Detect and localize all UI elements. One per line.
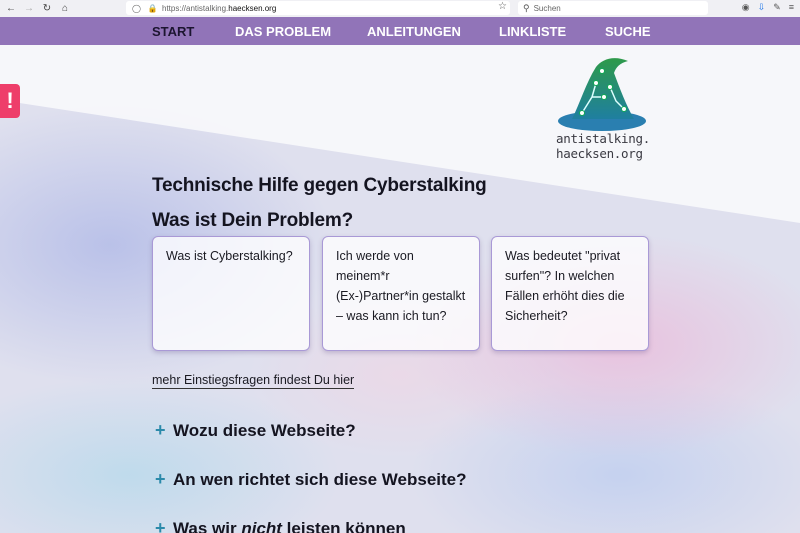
browser-toolbar xyxy=(0,0,800,17)
menu-icon[interactable]: ≡ xyxy=(788,2,794,12)
back-icon[interactable]: ← xyxy=(6,3,16,14)
extensions-icon[interactable]: ✎ xyxy=(773,2,781,12)
site-logo[interactable] xyxy=(552,53,652,165)
pocket-icon[interactable]: ◉ xyxy=(741,2,750,12)
url-text: https://antistalking.haecksen.org xyxy=(162,3,277,13)
nav-anleitungen[interactable]: ANLEITUNGEN xyxy=(367,24,461,39)
download-icon[interactable]: ⇩ xyxy=(757,2,766,12)
nav-start[interactable]: START xyxy=(152,24,195,39)
logo-text-line2: haecksen.org xyxy=(556,146,643,161)
question-card-partner[interactable]: Ich werde von meinem*r (Ex-)Partner*in gestalkt – was kann ich tun? xyxy=(322,236,480,351)
question-card-cyberstalking[interactable]: Was ist Cyberstalking? xyxy=(152,236,310,351)
alert-icon[interactable]: ! xyxy=(0,84,20,118)
site-navigation xyxy=(0,17,800,45)
wizard-hat-icon xyxy=(552,53,652,133)
search-placeholder: Suchen xyxy=(533,3,561,13)
faq-label: Was wir nicht leisten können xyxy=(173,518,406,533)
shield-icon[interactable]: ◯ xyxy=(132,3,141,13)
nav-das-problem[interactable]: DAS PROBLEM xyxy=(235,24,332,39)
faq-label: An wen richtet sich diese Webseite? xyxy=(173,469,467,489)
faq-toggle-nicht-leisten[interactable] xyxy=(155,518,406,533)
nav-linkliste[interactable]: LINKLISTE xyxy=(499,24,567,39)
bookmark-star-icon[interactable]: ☆ xyxy=(498,1,507,12)
plus-icon: + xyxy=(155,518,166,533)
forward-icon[interactable]: → xyxy=(24,3,34,14)
page-content xyxy=(0,45,800,533)
plus-icon: + xyxy=(155,469,166,489)
section-heading: Was ist Dein Problem? xyxy=(152,210,353,231)
toolbar-icons xyxy=(742,2,794,13)
page-title: Technische Hilfe gegen Cyberstalking xyxy=(152,175,487,196)
search-icon: ⚲ xyxy=(523,2,530,13)
home-icon[interactable]: ⌂ xyxy=(61,3,69,14)
more-questions-link[interactable]: mehr Einstiegsfragen findest Du hier xyxy=(152,373,355,387)
lock-icon[interactable]: 🔒 xyxy=(147,3,158,13)
faq-toggle-an-wen[interactable] xyxy=(155,469,467,490)
nav-suche[interactable]: SUCHE xyxy=(605,24,651,39)
reload-icon[interactable]: ↻ xyxy=(42,3,52,14)
url-bar[interactable] xyxy=(126,1,510,15)
faq-label: Wozu diese Webseite? xyxy=(173,420,356,440)
question-card-privat-surfen[interactable]: Was bedeutet "privat surfen"? In welchen Fällen erhöht dies die Sicherheit? xyxy=(491,236,649,351)
faq-toggle-wozu[interactable] xyxy=(155,420,356,441)
search-input[interactable] xyxy=(518,1,708,15)
logo-text-line1: antistalking. xyxy=(556,131,650,146)
plus-icon: + xyxy=(155,420,166,440)
